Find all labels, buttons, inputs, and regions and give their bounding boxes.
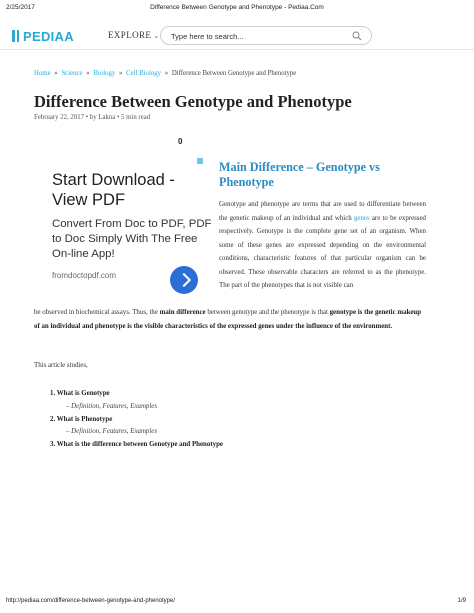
breadcrumb-link-cell-biology[interactable]: Cell Biology <box>126 70 162 77</box>
breadcrumb <box>34 70 296 77</box>
breadcrumb-separator: » <box>119 70 123 77</box>
diff-text-b: between genotype and the phenotype is that <box>205 309 330 316</box>
logo-text: PEDIAA <box>23 28 74 44</box>
intro-paragraph <box>219 198 426 293</box>
toc-item-sub: – Definition, Features, Examples <box>66 428 158 435</box>
breadcrumb-current: Difference Between Genotype and Phenotype <box>171 70 297 77</box>
toc-item-label[interactable]: 1. What is Genotype <box>50 390 110 397</box>
site-header <box>0 22 474 50</box>
toc-item[interactable] <box>50 416 350 429</box>
explore-label: EXPLORE <box>108 30 152 40</box>
diff-text-a: be observed in biochemical assays. Thus, the <box>34 309 160 316</box>
print-footer <box>0 598 474 608</box>
toc-item-sub: – Definition, Features, Examples <box>66 402 158 410</box>
ad-body[interactable]: Convert From Doc to PDF, PDF to Doc Simply With The Free On-line App! <box>52 218 212 260</box>
ad-url[interactable]: fromdoctopdf.com <box>52 271 117 280</box>
toc-item[interactable] <box>50 441 350 454</box>
breadcrumb-separator: » <box>86 70 90 77</box>
diff-bold-1: main difference <box>159 309 206 316</box>
print-title: Difference Between Genotype and Phenotype - Pediaa.Com <box>150 4 324 11</box>
breadcrumb-separator: » <box>164 70 169 77</box>
section-heading: Main Difference – Genotype vs Phenotype <box>219 160 380 189</box>
search-icon[interactable] <box>352 31 362 41</box>
breadcrumb-link-home[interactable]: Home <box>34 70 51 77</box>
chevron-right-icon[interactable] <box>170 266 198 294</box>
intro-text-a: Genotype and phenotype are terms that are used to differentiate between the genetic makeup of an individual and which <box>219 201 426 222</box>
genes-link[interactable]: genes <box>353 214 370 222</box>
ad-banner[interactable] <box>40 158 210 308</box>
main-difference-paragraph <box>34 306 427 333</box>
intro-text-b: are to be expressed respectively. Genotype is the complete gene set of an organism. When some of these genes are expressed depending on the environmental conditions, characteristic features of that particular organism can be observed. These observable characters are referred to as the phenotype. The part of the phenotypes that is not visible can <box>219 214 426 289</box>
breadcrumb-link-science[interactable]: Science <box>61 70 83 77</box>
print-header <box>0 4 474 16</box>
print-date: 2/25/2017 <box>6 4 35 11</box>
ad-choices-icon[interactable] <box>197 158 203 164</box>
search-box <box>160 26 372 45</box>
breadcrumb-link-biology[interactable]: Biology <box>93 70 116 77</box>
studies-intro: This article studies, <box>34 362 88 369</box>
table-of-contents <box>50 390 350 454</box>
print-url: http://pediaa.com/difference-between-genotype-and-phenotype/ <box>6 598 176 604</box>
share-count: 0 <box>178 137 183 146</box>
print-page-number: 1/9 <box>457 598 466 604</box>
ad-headline[interactable]: Start Download - View PDF <box>52 171 175 209</box>
search-input[interactable] <box>171 30 351 42</box>
diff-bold-2: genotype is the genetic makeup of an individual and phenotype is the visible characteristics of the expressed genes under the influence of the environment. <box>34 309 422 330</box>
explore-menu[interactable] <box>108 30 160 40</box>
toc-item[interactable] <box>50 390 350 403</box>
site-logo[interactable] <box>12 28 74 44</box>
breadcrumb-separator: » <box>54 70 58 77</box>
page-title: Difference Between Genotype and Phenotype <box>34 92 352 111</box>
logo-mark-icon <box>12 30 19 42</box>
toc-item-label[interactable]: 3. What is the difference between Genotype and Phenotype <box>50 441 223 448</box>
article-meta: February 22, 2017 • by Lakna • 5 min read <box>34 114 151 121</box>
chevron-down-icon: ⌄ <box>153 32 160 40</box>
toc-item-label[interactable]: 2. What is Phenotype <box>50 415 113 423</box>
